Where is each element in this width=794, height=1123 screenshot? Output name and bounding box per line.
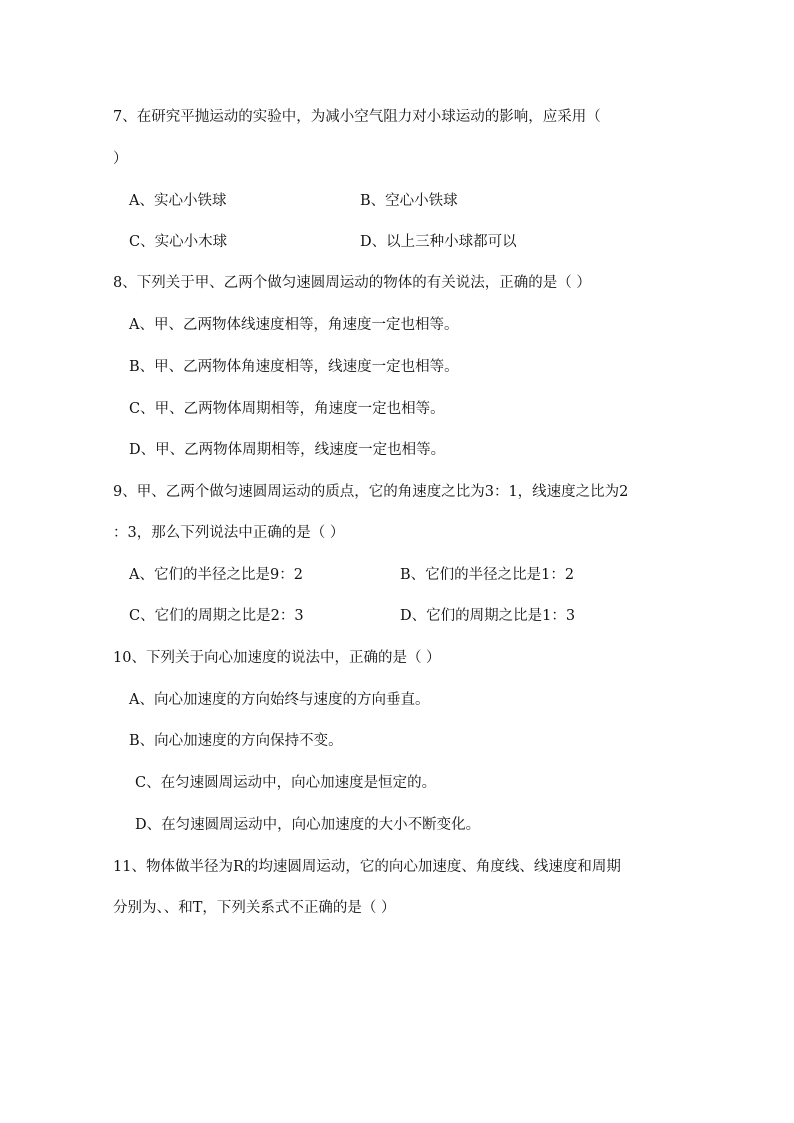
question-9-stem: 9、甲、乙两个做匀速圆周运动的质点，它的角速度之比为3：1，线速度之比为2 [113,484,629,500]
question-9-option-a: A、它们的半径之比是9：2 [129,567,303,583]
question-10-option-b: B、向心加速度的方向保持不变。 [129,733,343,749]
question-8-option-b: B、甲、乙两物体角速度相等，线速度一定也相等。 [129,359,459,375]
question-10-stem: 10、下列关于向心加速度的说法中，正确的是（ ） [113,650,441,666]
question-10-option-a: A、向心加速度的方向始终与速度的方向垂直。 [129,692,430,708]
question-7-option-b: B、空心小铁球 [360,193,458,209]
question-11-stem: 11、物体做半径为R的均速圆周运动，它的向心加速度、角度线、线速度和周期 [113,859,621,875]
question-7-option-a: A、实心小铁球 [129,193,227,209]
question-10-option-d: D、在匀速圆周运动中，向心加速度的大小不断变化。 [135,817,481,833]
question-7-option-c: C、实心小木球 [129,234,228,250]
question-7-stem-continued: ） [113,151,128,167]
question-9-stem-continued: ：3，那么下列说法中正确的是（ ） [113,525,345,541]
question-8-option-d: D、甲、乙两物体周期相等，线速度一定也相等。 [129,442,446,458]
question-10-option-c: C、在匀速圆周运动中，向心加速度是恒定的。 [135,775,437,791]
question-8-option-c: C、甲、乙两物体周期相等，角速度一定也相等。 [129,401,445,417]
question-7-stem: 7、在研究平抛运动的实验中，为减小空气阻力对小球运动的影响，应采用（ [113,109,601,125]
question-11-stem-continued: 分别为、、和T，下列关系式不正确的是（ ） [113,900,396,916]
question-8-option-a: A、甲、乙两物体线速度相等，角速度一定也相等。 [129,317,459,333]
question-9-option-d: D、它们的周期之比是1：3 [400,608,576,624]
question-7-option-d: D、以上三种小球都可以 [360,234,517,250]
question-9-option-c: C、它们的周期之比是2：3 [129,608,304,624]
question-9-option-b: B、它们的半径之比是1：2 [400,567,575,583]
question-8-stem: 8、下列关于甲、乙两个做匀速圆周运动的物体的有关说法，正确的是（ ） [113,275,591,291]
